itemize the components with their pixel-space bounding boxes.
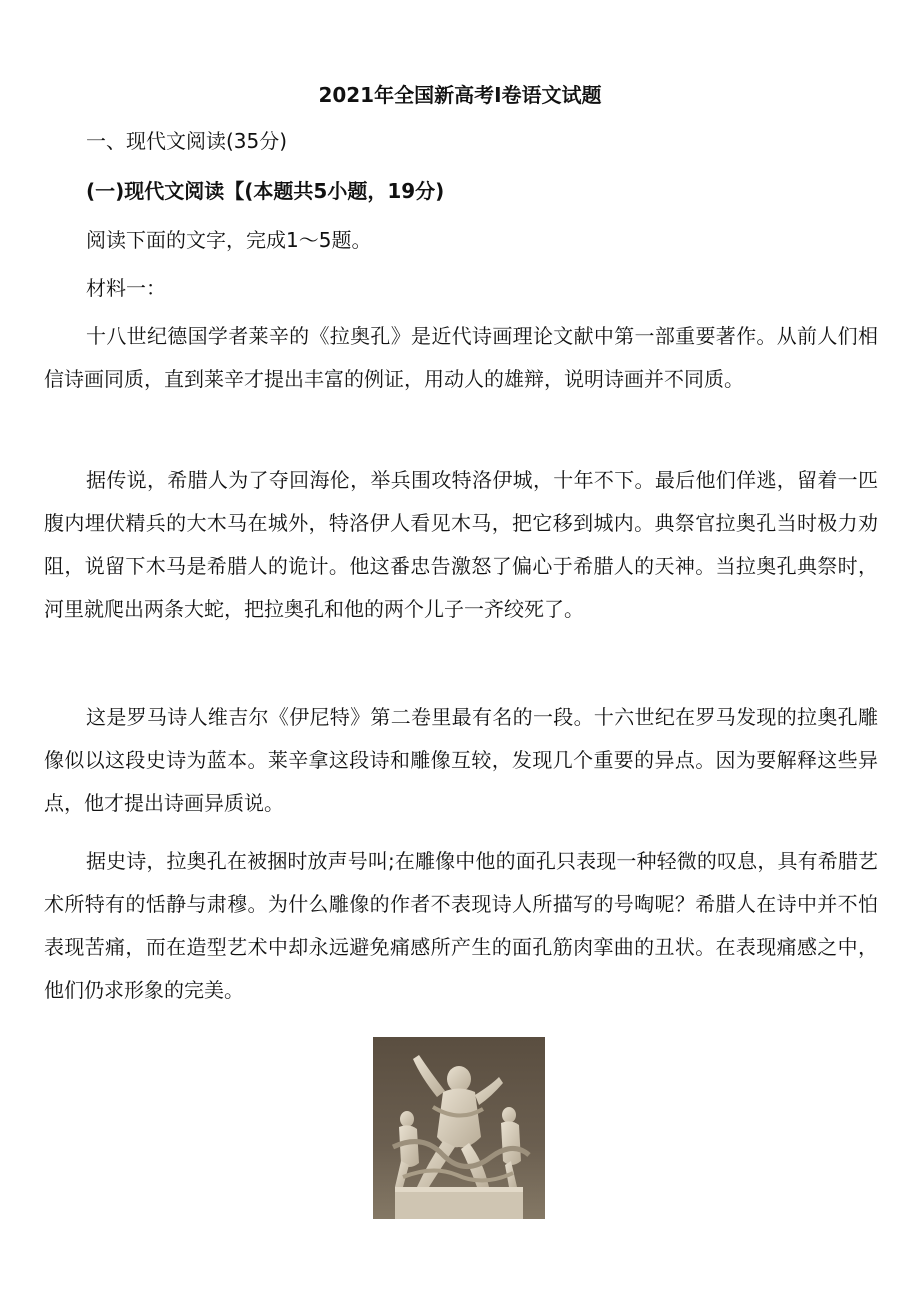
- paragraph-1: 十八世纪德国学者莱辛的《拉奥孔》是近代诗画理论文献中第一部重要著作。从前人们相信诗画同质，直到莱辛才提出丰富的例证，用动人的雄辩，说明诗画并不同质。: [44, 324, 878, 391]
- paragraph-3: 这是罗马诗人维吉尔《伊尼特》第二卷里最有名的一段。十六世纪在罗马发现的拉奥孔雕像似以这段史诗为蓝本。莱辛拿这段诗和雕像互较，发现几个重要的异点。因为要解释这些异点，他才提出诗画异质说。: [44, 705, 878, 815]
- material-label: 材料一：: [86, 276, 166, 300]
- paragraph-4: 据史诗，拉奥孔在被捆时放声号叫;在雕像中他的面孔只表现一种轻微的叹息，具有希腊艺术所特有的恬静与肃穆。为什么雕像的作者不表现诗人所描写的号啕呢？希腊人在诗中并不怕表现苦痛，而在造型艺术中却永远避免痛感所产生的面孔筋肉挛曲的丑状。在表现痛感之中，他们仍求形象的完美。: [44, 849, 878, 1002]
- subsection-heading: (一)现代文阅读【(本题共5小题，19分): [86, 179, 445, 203]
- paragraph-2: 据传说，希腊人为了夺回海伦，举兵围攻特洛伊城，十年不下。最后他们佯逃，留着一匹腹内埋伏精兵的大木马在城外，特洛伊人看见木马，把它移到城内。典祭官拉奥孔当时极力劝阻，说留下木马是希腊人的诡计。他这番忠告激怒了偏心于希腊人的天神。当拉奥孔典祭时，河里就爬出两条大蛇，把拉奥孔和他的两个儿子一齐绞死了。: [44, 468, 878, 621]
- instruction-text: 阅读下面的文字，完成1～5题。: [86, 228, 372, 252]
- section-heading: 一、现代文阅读(35分): [86, 129, 288, 153]
- laocoon-statue-image: [373, 1037, 545, 1219]
- page-title: 2021年全国新高考Ⅰ卷语文试题: [318, 83, 602, 107]
